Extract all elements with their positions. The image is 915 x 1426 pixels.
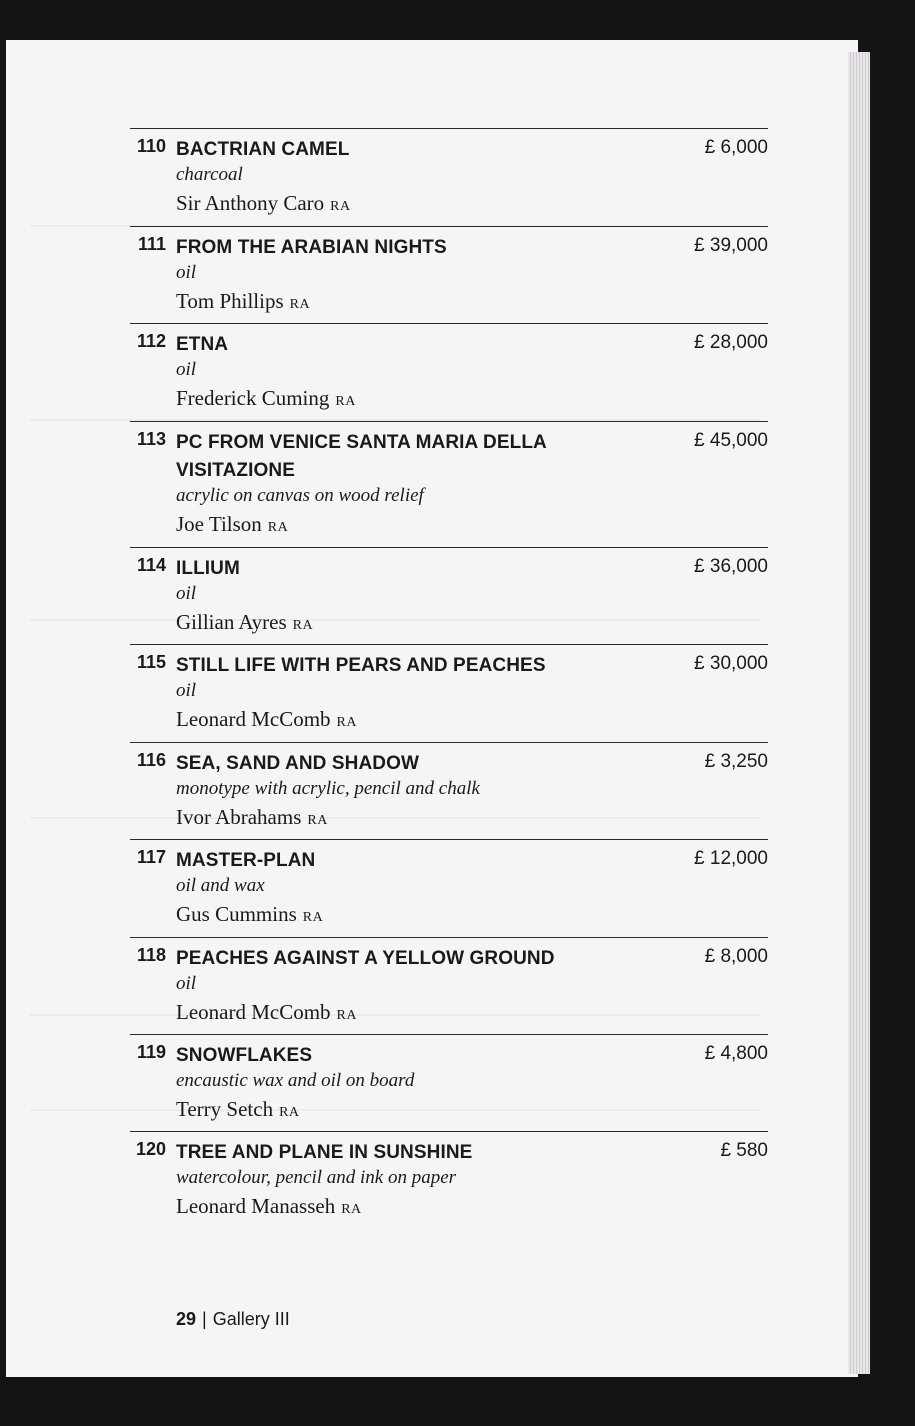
entry-title: ETNA [176,334,229,355]
entry-artist [176,707,357,732]
catalogue-entry [130,839,768,926]
ra-suffix: RA [336,1008,357,1023]
entry-price: £ 6,000 [704,137,768,158]
artist-name: Leonard Manasseh [176,1194,336,1218]
entry-number: 118 [136,945,166,965]
entry-number: 120 [135,1139,166,1159]
artist-name: Tom Phillips [176,289,284,313]
entry-medium: oil [176,973,197,994]
entry-medium: charcoal [176,164,243,185]
artist-name: Gus Cummins [176,902,297,926]
entry-medium: oil [176,359,197,380]
entry-price: £ 3,250 [704,751,768,772]
artist-name: Ivor Abrahams [176,805,302,829]
entry-number: 119 [136,1042,166,1062]
entry-price: £ 30,000 [694,653,768,674]
entry-number: 115 [136,652,166,672]
catalogue-entry [130,644,768,731]
entry-number: 110 [136,136,166,156]
entry-title: SEA, SAND AND SHADOW [176,753,420,774]
catalogue-entry [130,323,768,410]
entry-title: FROM THE ARABIAN NIGHTS [176,237,447,258]
ra-suffix: RA [336,715,357,730]
entry-number: 116 [136,750,166,770]
entry-artist [176,191,351,216]
artist-name: Leonard McComb [176,707,331,731]
entry-number: 111 [137,234,166,254]
ra-suffix: RA [289,297,311,312]
catalogue-entry [130,937,768,1024]
artist-name: Joe Tilson [176,512,262,536]
entry-artist [176,512,288,537]
ra-suffix: RA [330,199,351,214]
entry-price: £ 39,000 [694,235,768,256]
entry-medium: acrylic on canvas on wood relief [176,485,424,506]
artist-name: Leonard McComb [176,1000,331,1024]
artist-name: Terry Setch [176,1097,274,1121]
entry-artist [176,386,356,411]
catalogue-entry [130,128,768,215]
entry-title: STILL LIFE WITH PEARS AND PEACHES [176,655,546,676]
ra-suffix: RA [335,394,356,409]
entry-number: 113 [136,429,166,449]
entry-price: £ 28,000 [694,332,768,353]
entry-price: £ 45,000 [694,430,768,451]
entry-artist [176,610,313,635]
ra-suffix: RA [307,813,328,828]
entry-title: SNOWFLAKES [176,1045,313,1066]
ra-suffix: RA [302,910,324,925]
page-footer [176,1309,290,1330]
catalogue-entry [130,1131,768,1218]
section-name: Gallery III [212,1309,290,1329]
page-number: 29 [176,1309,197,1329]
entry-artist [176,902,323,927]
artist-name: Sir Anthony Caro [176,191,325,215]
entry-price: £ 4,800 [704,1043,768,1064]
entry-number: 112 [136,331,166,351]
entry-artist [176,1097,300,1122]
catalogue-entry [130,1034,768,1121]
ra-suffix: RA [267,520,289,535]
entry-price: £ 8,000 [704,946,768,967]
catalogue-entry [130,226,768,313]
entry-title: TREE AND PLANE IN SUNSHINE [176,1142,473,1163]
catalogue-entry [130,547,768,634]
entry-title: MASTER-PLAN [176,850,316,871]
entry-title: PC FROM VENICE SANTA MARIA DELLA VISITAZIONE [176,432,547,481]
ra-suffix: RA [279,1105,300,1120]
artist-name: Frederick Cuming [176,386,330,410]
entry-price: £ 36,000 [694,556,768,577]
entry-number: 114 [136,555,166,575]
entry-artist [176,805,328,830]
entry-price: £ 580 [720,1140,768,1161]
entry-medium: oil [176,262,197,283]
entry-artist [176,1000,357,1025]
ra-suffix: RA [292,618,314,633]
entry-medium: oil and wax [176,875,265,896]
catalogue-entry [130,421,768,536]
artist-name: Gillian Ayres [176,610,287,634]
entry-medium: watercolour, pencil and ink on paper [176,1167,457,1188]
ra-suffix: RA [341,1202,362,1217]
entry-medium: oil [176,583,197,604]
entry-title: ILLIUM [176,558,240,579]
entry-title: BACTRIAN CAMEL [176,139,350,160]
entry-artist [176,1194,362,1219]
entry-number: 117 [136,847,166,867]
entry-price: £ 12,000 [694,848,768,869]
entry-medium: monotype with acrylic, pencil and chalk [176,778,480,799]
entry-title: PEACHES AGAINST A YELLOW GROUND [176,948,555,969]
catalogue-entry [130,742,768,829]
entry-medium: encaustic wax and oil on board [176,1070,415,1091]
footer-separator: | [202,1309,207,1329]
entry-medium: oil [176,680,197,701]
entry-artist [176,289,310,314]
